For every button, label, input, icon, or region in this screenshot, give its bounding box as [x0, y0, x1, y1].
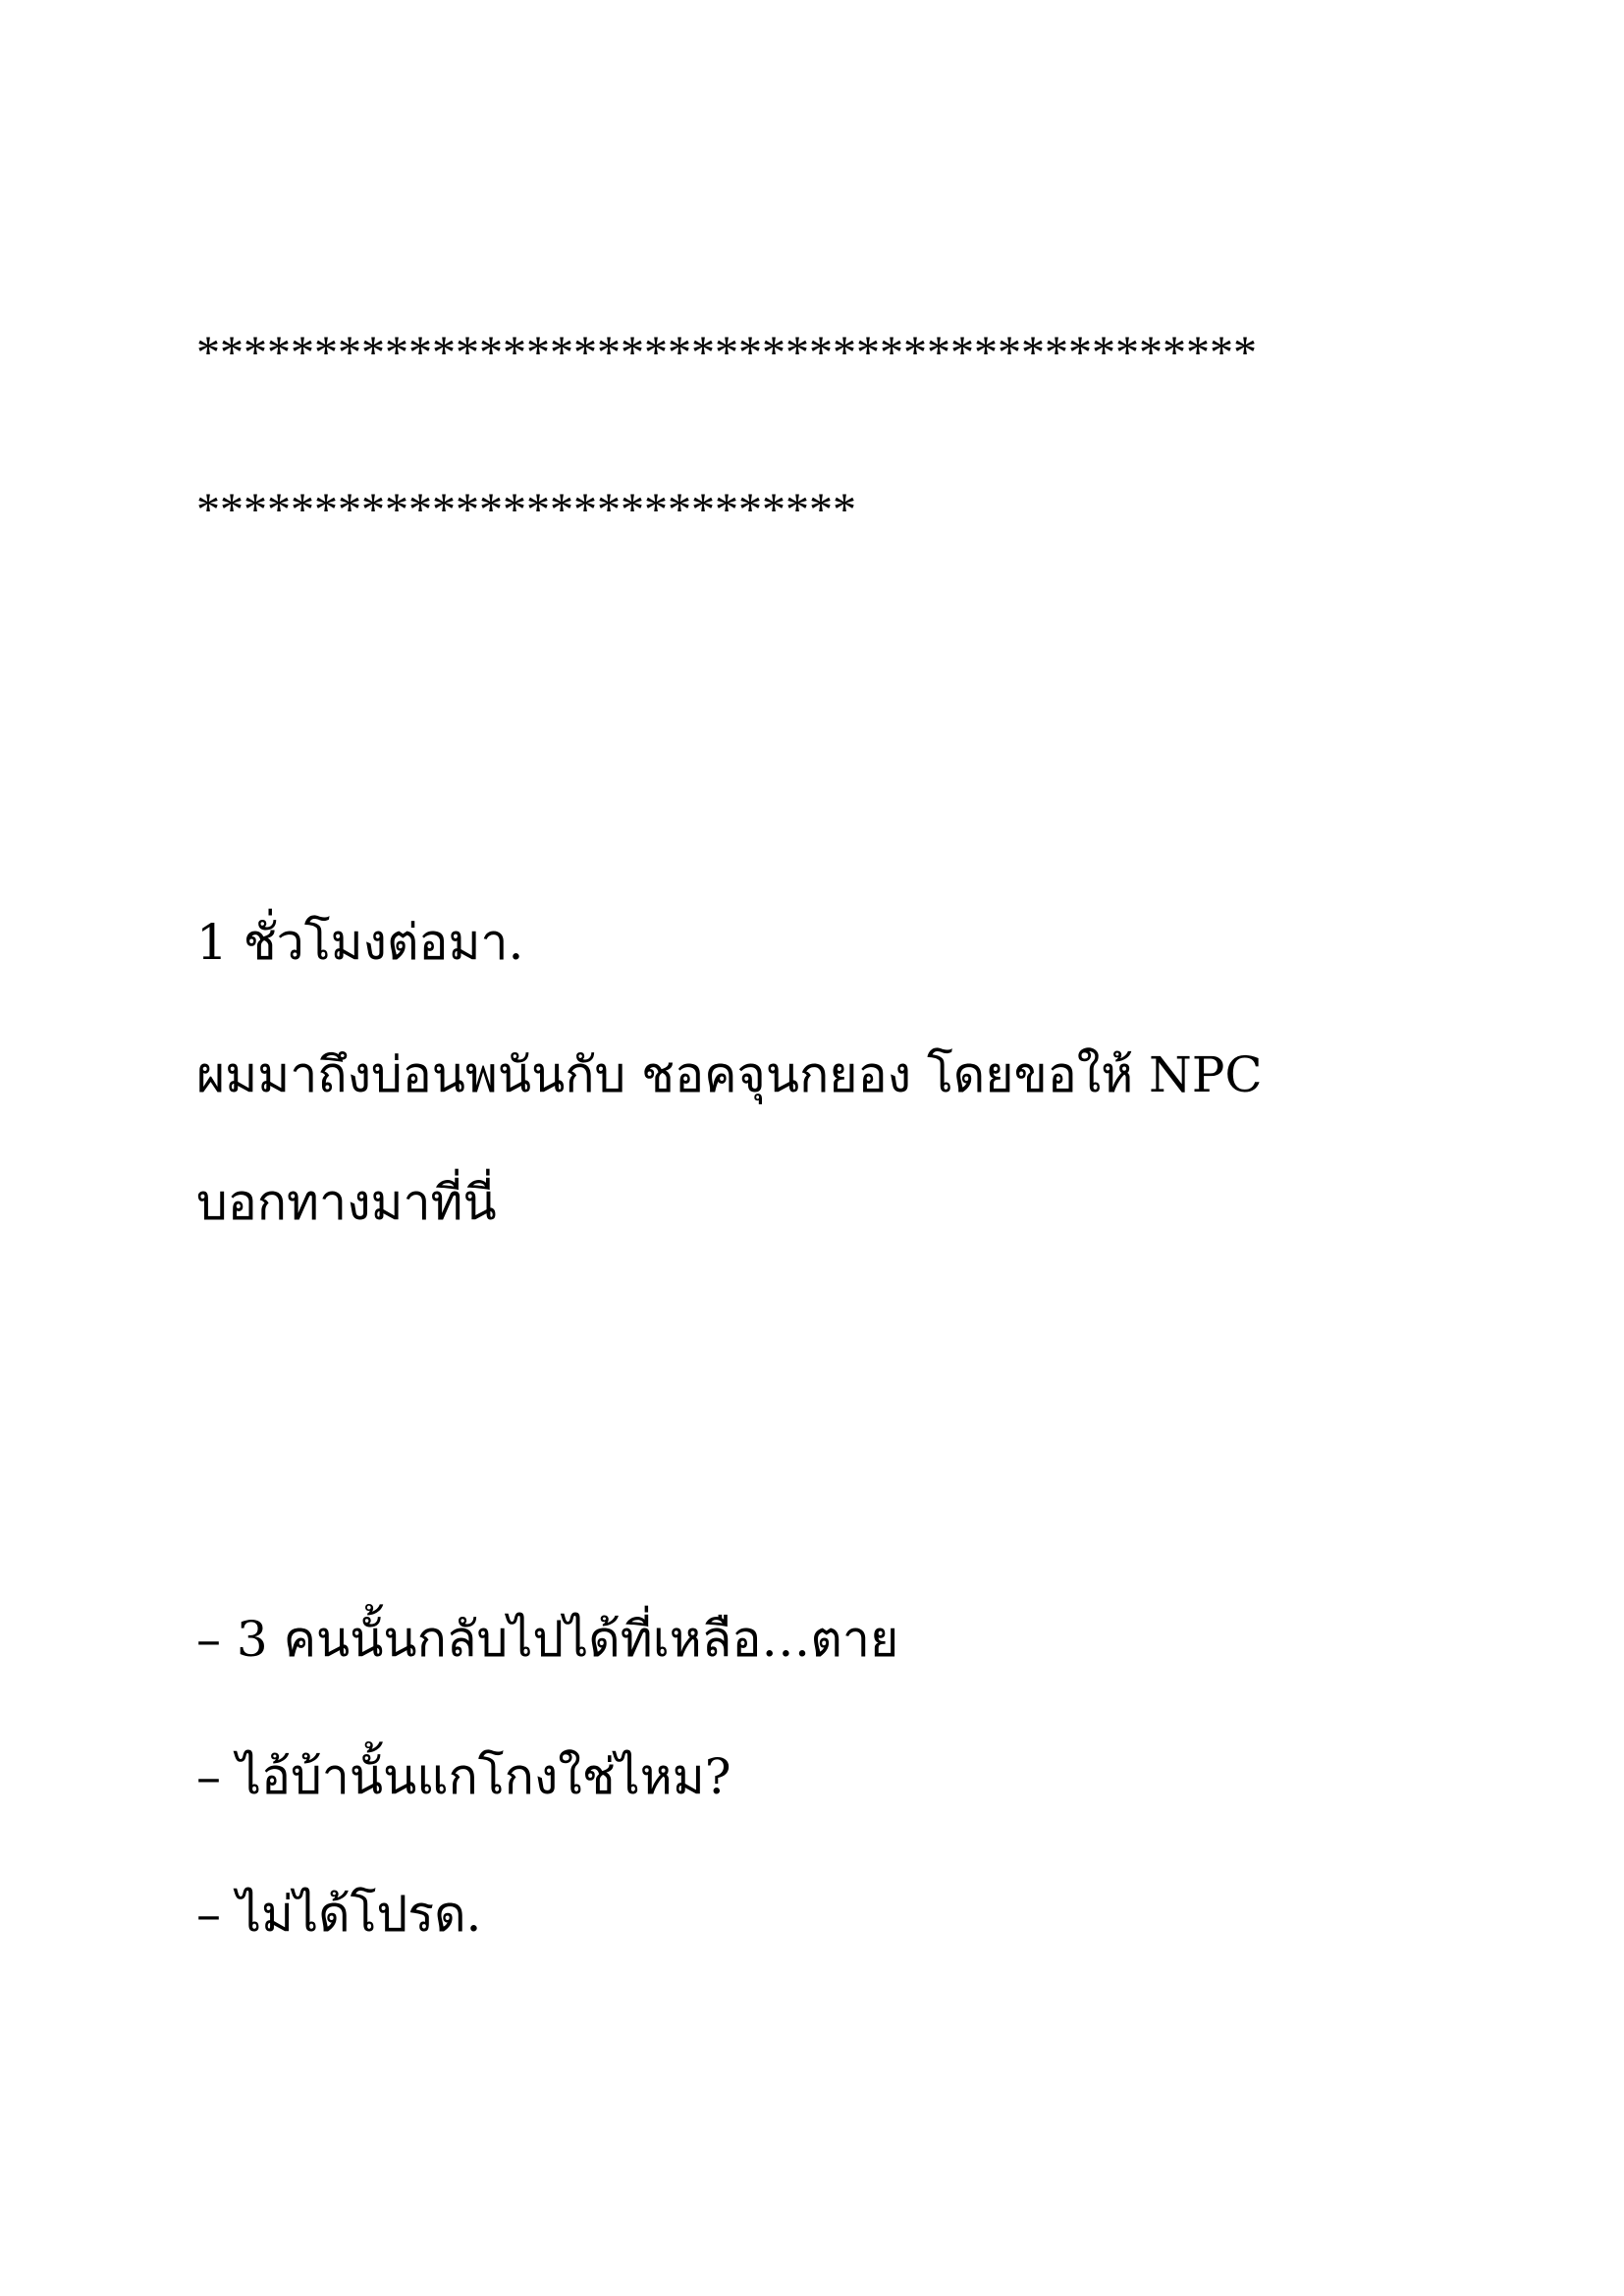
separator-line-2: **************************** [196, 484, 856, 536]
dialogue-line-3: – ไม่ได้โปรด. [196, 1886, 482, 1943]
dialogue-line-2: – ไอ้บ้านั้นแกโกงใช่ไหม? [196, 1748, 731, 1805]
dialogue-line-1: – 3 คนนั้นกลับไปได้ที่เหลือ…ตาย [196, 1611, 899, 1668]
paragraph-line-2: บอกทางมาที่นี่ [196, 1174, 497, 1231]
paragraph-line-1: ผมมาถึงบ่อนพนันกับ ชอคจุนกยอง โดยขอให้ NPC [196, 1046, 1263, 1103]
separator-line-1: ********************************************* [196, 327, 1257, 379]
time-note: 1 ชั่วโมงต่อมา. [196, 914, 524, 971]
